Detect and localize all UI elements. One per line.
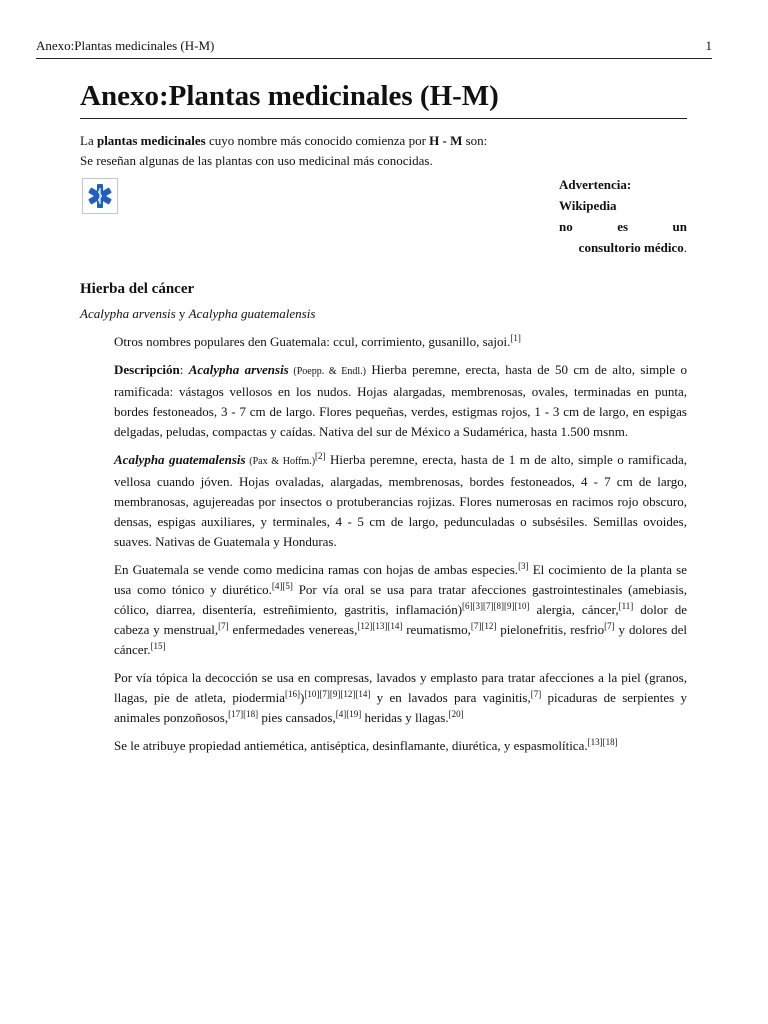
- intro-bold-letters: H - M: [429, 133, 463, 148]
- citation-ref[interactable]: [6][3][7][8][9][10]: [462, 601, 530, 611]
- citation-ref[interactable]: [3]: [518, 561, 529, 571]
- intro-bold-term: plantas medicinales: [96, 133, 206, 148]
- intro-line-2: Se reseñan algunas de las plantas con uso medicinal más conocidas.: [80, 153, 433, 168]
- paragraph-text: heridas y llagas.: [361, 710, 449, 725]
- topical-use-paragraph: [80, 668, 687, 728]
- other-names-paragraph: [80, 332, 687, 352]
- citation-ref[interactable]: [13][18]: [587, 737, 618, 747]
- warning-row: [80, 174, 687, 256]
- disclaimer-line: [559, 237, 687, 258]
- running-header: [36, 38, 712, 59]
- citation-ref[interactable]: [16]: [285, 689, 301, 699]
- section-heading: Hierba del cáncer: [80, 281, 195, 297]
- citation-ref[interactable]: [7][12]: [470, 621, 497, 631]
- warning-image[interactable]: [82, 178, 118, 214]
- paragraph-text: dolor de cabeza y menstrual,: [114, 602, 687, 637]
- paragraph-text: Hierba peremne, erecta, hasta de 50 cm de alto, simple o ramificada: vástagos vellosos en los nudos. Hojas alargadas, membrenosas, ovales, terminadas en punta, bordes festoneados, 3 - 7 cm de largo. Flores pequeñas, verdes, estigmas rojos, 1 - 3 cm de largo, en espigas delgadas, peludas, compactas y caídas. Nativa del sur de México a Sudamérica, hasta 1.500 msnm.: [114, 362, 687, 439]
- paragraph-text: Otros nombres populares den Guatemala: ccul, corrimiento, gusanillo, sajoi.: [114, 334, 511, 349]
- taxon-authority: (Pax & Hoffm.): [245, 456, 316, 467]
- species-line: [80, 304, 687, 324]
- citation-ref[interactable]: [12][13][14]: [357, 621, 403, 631]
- citation-ref[interactable]: [10][7][9][12][14]: [304, 689, 371, 699]
- intro-text: La: [80, 133, 97, 148]
- citation-ref[interactable]: [1]: [510, 333, 521, 343]
- species-name: Acalypha arvensis: [188, 362, 289, 377]
- disclaimer-line: Wikipedia: [559, 198, 617, 213]
- citation-ref[interactable]: [4][19]: [335, 709, 362, 719]
- paragraph-text: enfermedades venereas,: [228, 622, 358, 637]
- paragraph-text: y en lavados para vaginitis,: [370, 690, 531, 705]
- paragraph-text: El cocimiento de la planta se usa como tónico y diurético.: [114, 562, 687, 597]
- citation-ref[interactable]: [17][18]: [228, 709, 259, 719]
- disclaimer-bold: consultorio médico: [578, 240, 684, 255]
- citation-ref[interactable]: [7]: [604, 621, 615, 631]
- description-paragraph-1: [80, 360, 687, 442]
- description-paragraph-2: [80, 450, 687, 552]
- citation-ref[interactable]: [4][5]: [271, 581, 293, 591]
- paragraph-text: En Guatemala se vende como medicina ramas con hojas de ambas especies.: [114, 562, 519, 577]
- paragraph-text: :: [179, 362, 189, 377]
- taxon-authority: (Poepp. & Endl.): [288, 366, 366, 377]
- species-conjunction: y: [175, 306, 189, 321]
- star-of-life-icon: [83, 179, 117, 213]
- paragraph-text: ): [300, 690, 305, 705]
- medical-disclaimer: [559, 174, 687, 258]
- citation-ref[interactable]: [7]: [530, 689, 542, 699]
- citation-ref[interactable]: [20]: [448, 709, 464, 719]
- disclaimer-period: .: [683, 240, 687, 255]
- properties-paragraph: [80, 736, 687, 756]
- paragraph-text: Por vía tópica la decocción se usa en compresas, lavados y emplasto para tratar afecciones a la piel (granos, llagas, pie de atleta, piodermia: [114, 670, 687, 705]
- intro-text: cuyo nombre más conocido comienza por: [205, 133, 430, 148]
- page-content: [80, 78, 687, 756]
- paragraph-text: pies cansados,: [258, 710, 336, 725]
- paragraph-text: Hierba peremne, erecta, hasta de 1 m de alto, simple o ramificada, vellosa cuando jóven. Hojas ovaladas, alargadas, membrenosas, bordes festoneados, 4 - 7 cm de largo, membranosas, agujereadas por insectos o protuberancias rojizas. Flores numerosas en racimos rojo obscuro, densas, espigas auxiliares, y terminales, 4 - 5 cm de largo, pedunculadas o subsésiles. Semillas ovoides, suaves. Nativas de Guatemala y Honduras.: [114, 452, 687, 549]
- paragraph-text: reumatismo,: [402, 622, 471, 637]
- oral-use-paragraph: [80, 560, 687, 660]
- intro-text: son:: [462, 133, 488, 148]
- citation-ref[interactable]: [15]: [150, 641, 166, 651]
- paragraph-text: alergia, cáncer,: [529, 602, 619, 617]
- species-name: Acalypha guatemalensis: [188, 306, 316, 321]
- species-name: Acalypha guatemalensis: [114, 452, 246, 467]
- citation-ref[interactable]: [2]: [315, 451, 326, 461]
- paragraph-text: picaduras de serpientes y animales ponzoñosos,: [114, 690, 687, 725]
- disclaimer-line: no es un: [559, 219, 687, 234]
- page-number: 1: [705, 38, 712, 53]
- paragraph-text: Por vía oral se usa para tratar afecciones gastrointestinales (amebiasis, cólico, diarrea, disentería, estreñimiento, gastritis, inflamación): [114, 582, 687, 617]
- running-header-title: Anexo:Plantas medicinales (H-M): [36, 38, 215, 53]
- intro-line-1: [80, 131, 687, 151]
- paragraph-text: Se le atribuye propiedad antiemética, antiséptica, desinflamante, diurética, y espasmolítica.: [114, 738, 588, 753]
- citation-ref[interactable]: [11]: [618, 601, 634, 611]
- paragraph-text: pielonefritis, resfrio: [496, 622, 605, 637]
- disclaimer-line: Advertencia:: [559, 177, 632, 192]
- citation-ref[interactable]: [7]: [218, 621, 229, 631]
- species-name: Acalypha arvensis: [80, 306, 176, 321]
- description-label: Descripción: [114, 362, 180, 377]
- page-title: Anexo:Plantas medicinales (H-M): [80, 78, 687, 119]
- paragraph-text: y dolores del cáncer.: [114, 622, 687, 657]
